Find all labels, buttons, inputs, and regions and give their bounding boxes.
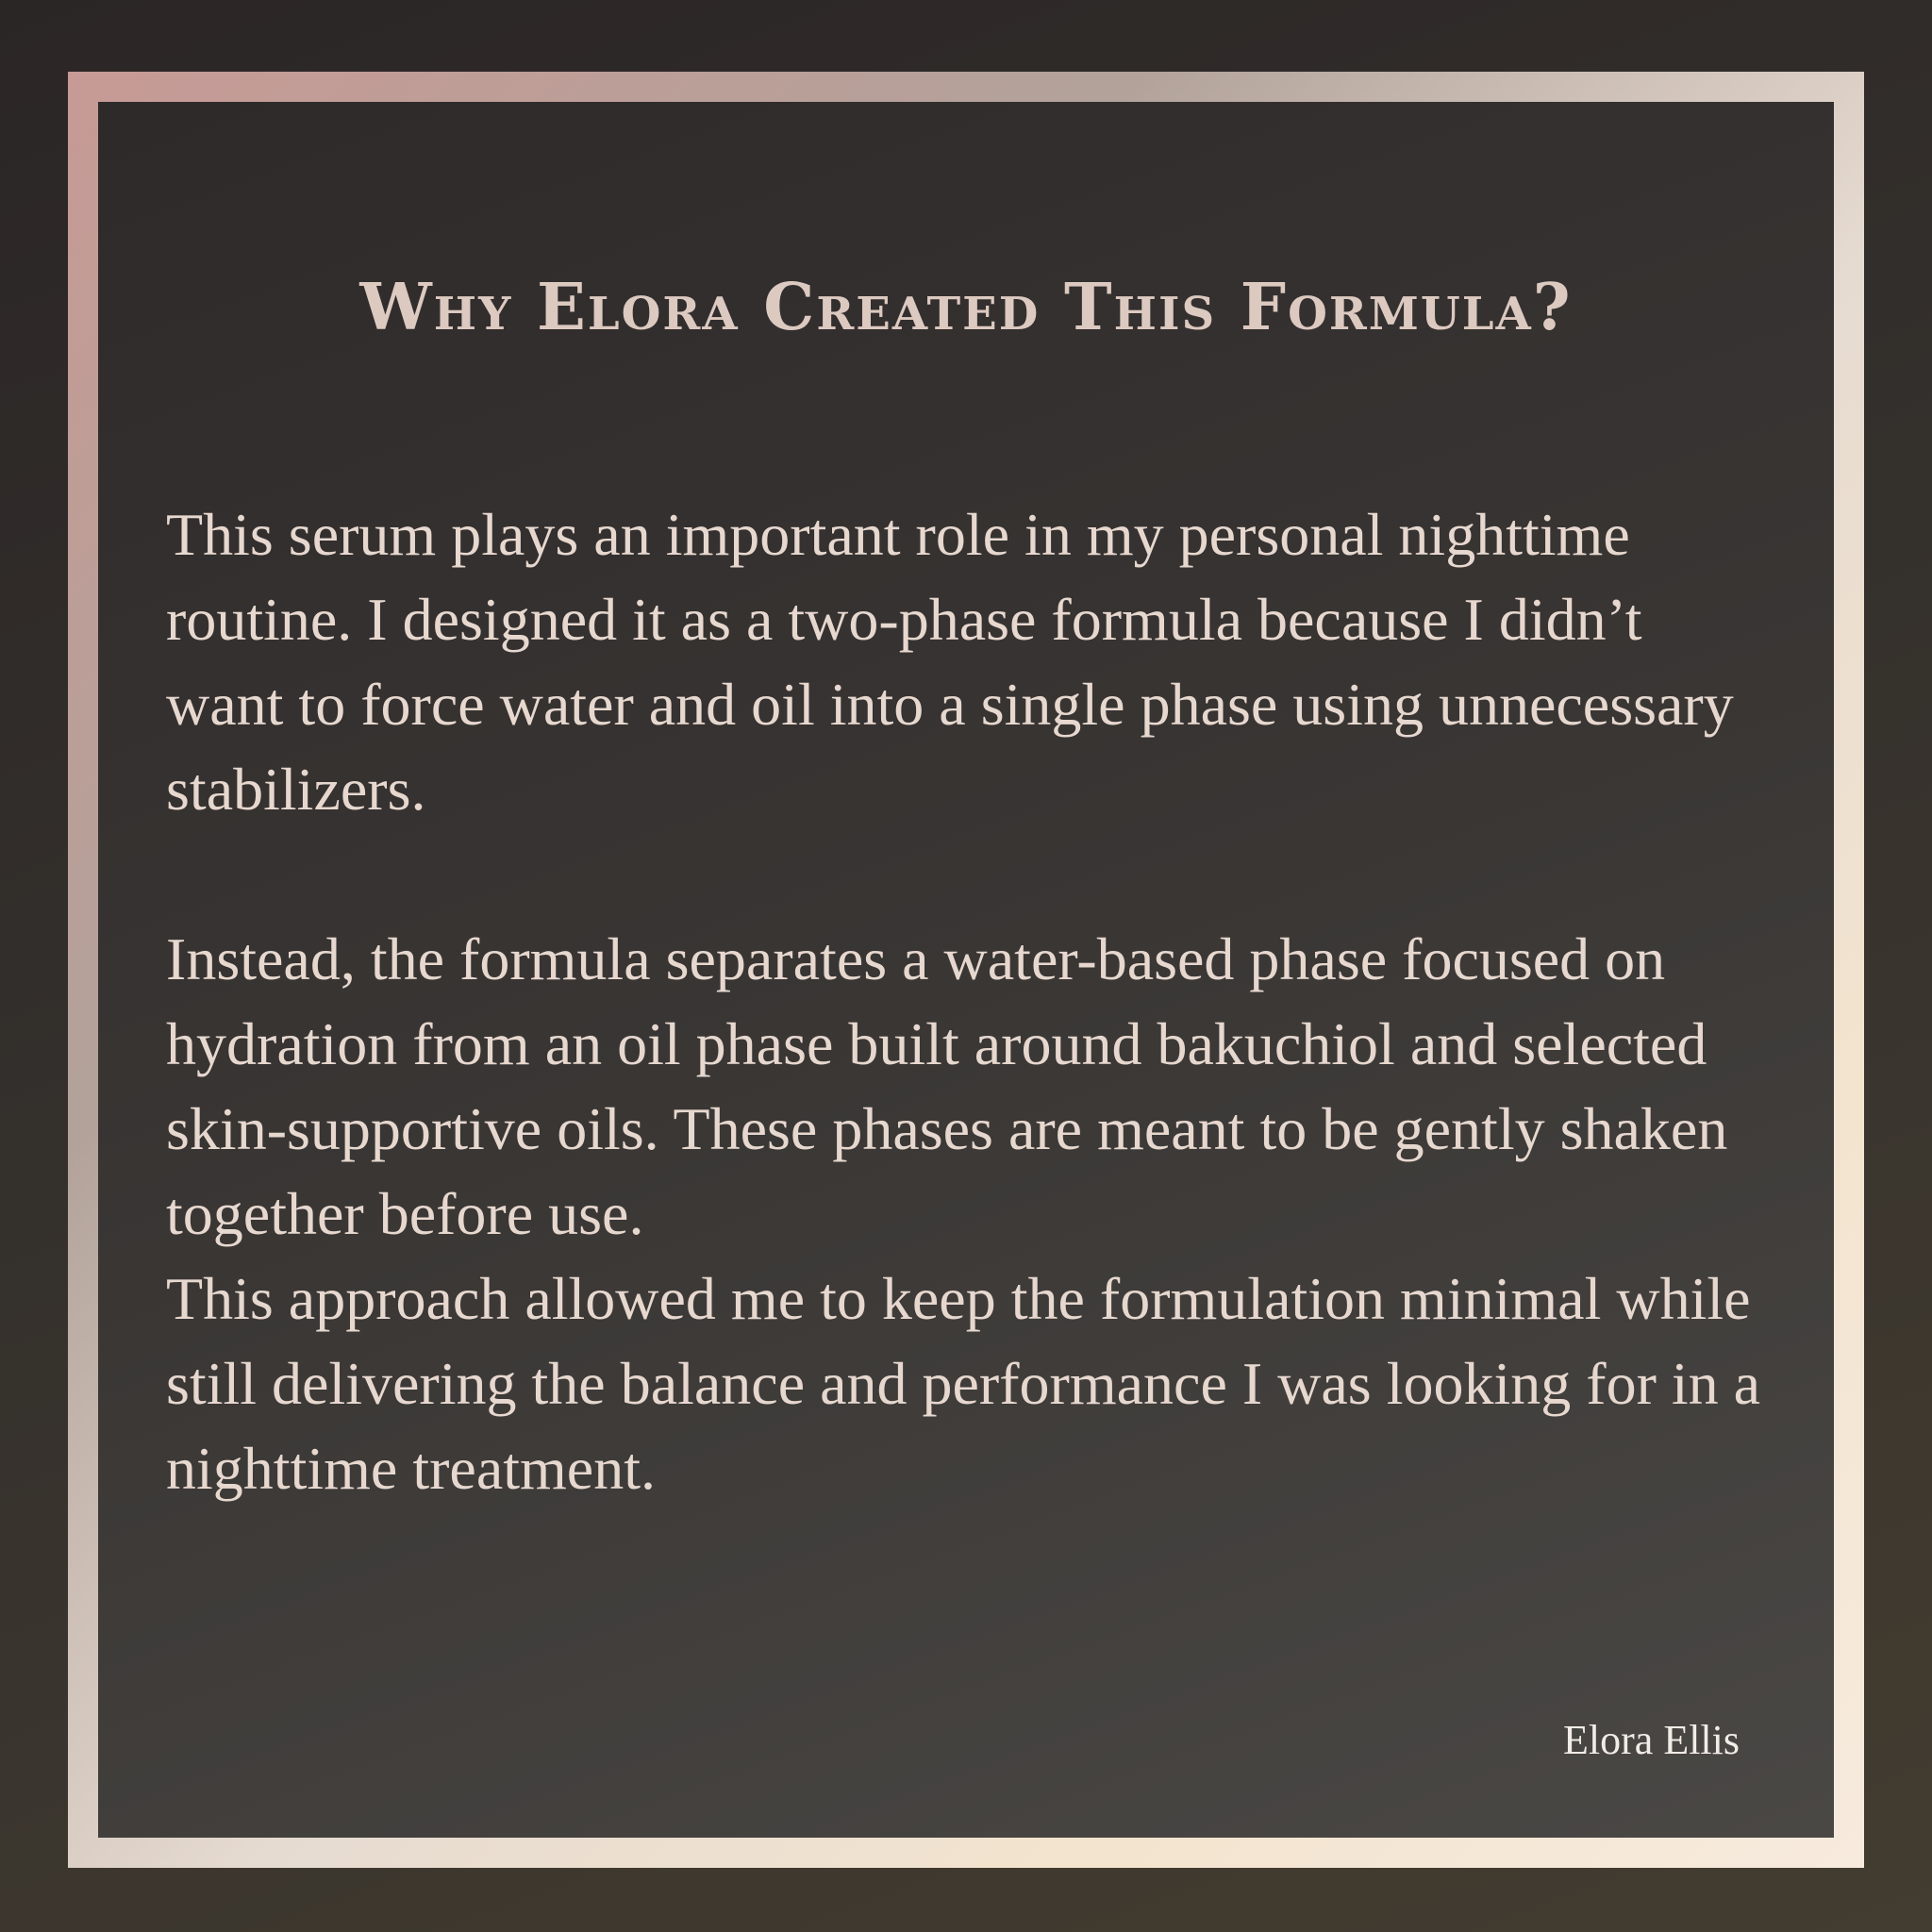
signature: Elora Ellis xyxy=(1563,1717,1740,1763)
page-title: Why Elora Created This Formula? xyxy=(359,270,1573,345)
body-text xyxy=(166,492,1770,1511)
paragraph-1: This serum plays an important role in my personal nighttime routine. I designed it as a two-phase formula because I didn’t want to force water and oil into a single phase using unnecessary stabilizers. xyxy=(166,501,1734,823)
decorative-frame xyxy=(68,72,1864,1868)
content-panel xyxy=(98,102,1834,1838)
paragraph-3: This approach allowed me to keep the formulation minimal while still delivering the balance and performance I was looking for in a nighttime treatment. xyxy=(166,1265,1761,1502)
paragraph-2: Instead, the formula separates a water-based phase focused on hydration from an oil phase built around bakuchiol and selected skin-supportive oils. These phases are meant to be gently shaken together before use. xyxy=(166,925,1728,1247)
